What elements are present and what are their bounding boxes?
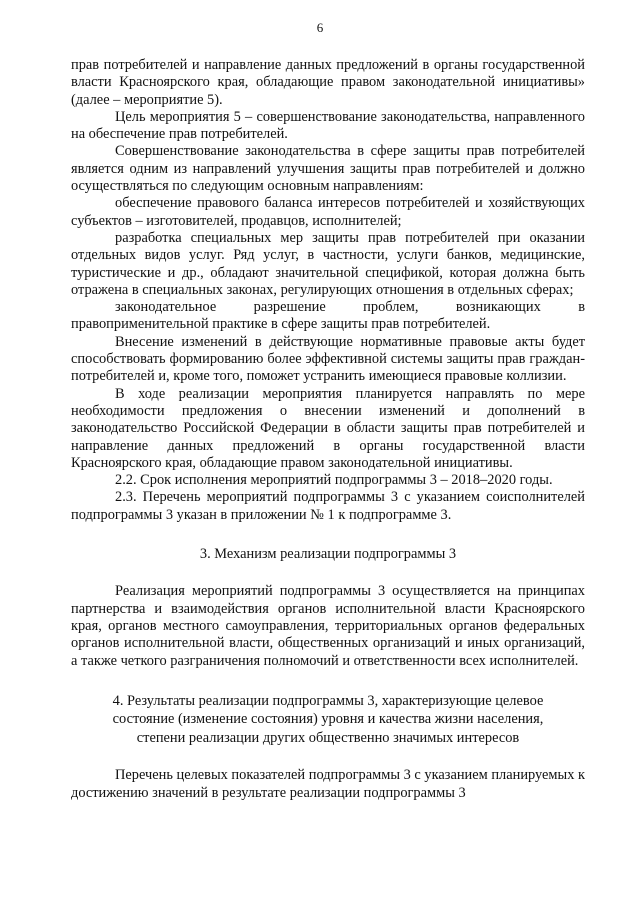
paragraph: Совершенствование законодательства в сфере защиты прав потребителей является одним из направлений улучшения защиты прав потребителей и должно осуществляться по следующим основным направлениям: xyxy=(71,143,585,195)
section-4-heading xyxy=(71,692,585,748)
heading-line: степени реализации других общественно значимых интересов xyxy=(136,729,520,746)
heading-line: 4. Результаты реализации подпрограммы 3, характеризующие целевое xyxy=(112,692,544,709)
page-number: 6 xyxy=(316,20,324,35)
paragraph: 2.3. Перечень мероприятий подпрограммы 3 с указанием соисполнителей подпрограммы 3 указан в приложении № 1 к подпрограмме 3. xyxy=(71,489,585,523)
heading-line: состояние (изменение состояния) уровня и качества жизни населения, xyxy=(112,711,544,728)
document-body xyxy=(71,57,585,802)
paragraph: Цель мероприятия 5 – совершенствование законодательства, направленного на обеспечение прав потребителей. xyxy=(71,108,585,143)
paragraph: Реализация мероприятий подпрограммы 3 осуществляется на принципах партнерства и взаимодействия органов исполнительной власти Красноярского края, органов местного самоуправления, территориальных органов федеральных органов исполнительной власти, общественных организаций и иных организаций, а также четкого разграничения полномочий и ответственности всех исполнителей. xyxy=(71,583,585,669)
paragraph: 2.2. Срок исполнения мероприятий подпрограммы 3 – 2018–2020 годы. xyxy=(115,472,553,489)
list-item: законодательное разрешение проблем, возникающих в правоприменительной практике в сфере защиты прав потребителей. xyxy=(71,299,585,333)
section-3-heading: 3. Механизм реализации подпрограммы 3 xyxy=(199,546,457,563)
paragraph: Перечень целевых показателей подпрограммы 3 с указанием планируемых к достижению значений в результате реализации подпрограммы 3 xyxy=(71,767,585,801)
paragraph: В ходе реализации мероприятия планируется направлять по мере необходимости предложения о внесении изменений и дополнений в законодательство Российской Федерации в области защиты прав потребителей и направление данных предложений в органы государственной власти Красноярского края, обладающие правом законодательной инициативы. xyxy=(71,385,585,471)
paragraph: Внесение изменений в действующие нормативные правовые акты будет способствовать формированию более эффективной системы защиты прав граждан-потребителей и, кроме того, поможет устранить имеющиеся правовые коллизии. xyxy=(71,333,585,385)
list-item: обеспечение правового баланса интересов потребителей и хозяйствующих субъектов – изготовителей, продавцов, исполнителей; xyxy=(71,195,585,229)
paragraph: прав потребителей и направление данных предложений в органы государственной власти Красноярского края, обладающие правом законодательной инициативы» (далее – мероприятие 5). xyxy=(71,57,585,108)
list-item: разработка специальных мер защиты прав потребителей при оказании отдельных видов услуг. Ряд услуг, в частности, услуги банков, медицинские, туристические и др., обладают значительной спецификой, которая должна быть отражена в специальных законах, регулирующих отношения в отдельных сферах; xyxy=(71,229,585,298)
